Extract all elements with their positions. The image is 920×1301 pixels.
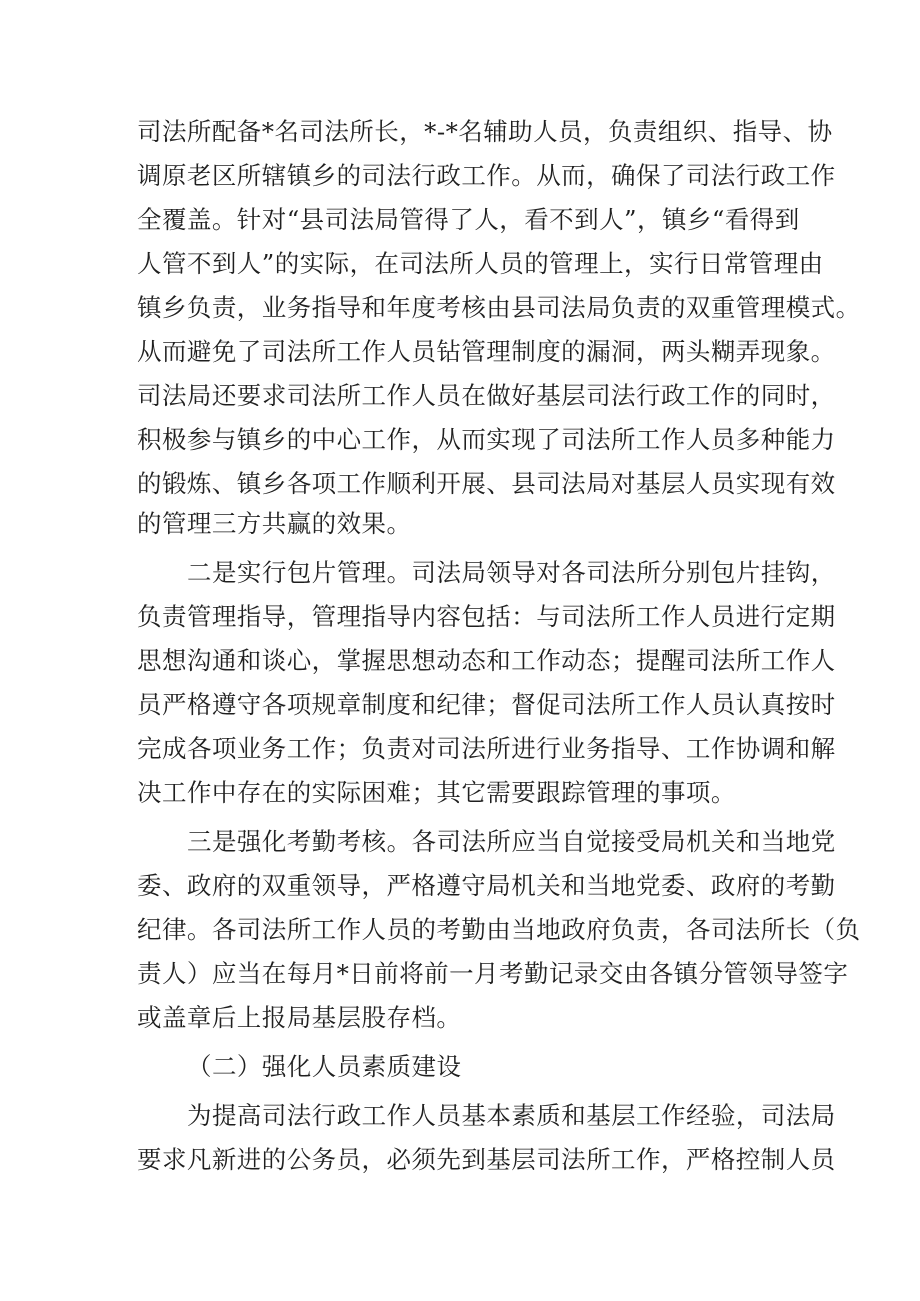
text-line: 负责管理指导，管理指导内容包括：与司法所工作人员进行定期 [137,602,836,631]
text-line: 人管不到人”的实际，在司法所人员的管理上，实行日常管理由 [137,249,824,278]
text-line: 思想沟通和谈心，掌握思想动态和工作动态；提醒司法所工作人 [137,646,836,675]
text-line: 委、政府的双重领导，严格遵守局机关和当地党委、政府的考勤 [137,871,836,900]
text-line: 司法局还要求司法所工作人员在做好基层司法行政工作的同时， [137,381,836,410]
text-line: 全覆盖。针对“县司法局管得了人，看不到人”，镇乡“看得到 [137,205,800,234]
text-line: 决工作中存在的实际困难；其它需要跟踪管理的事项。 [137,778,736,807]
text-line: 的管理三方共赢的效果。 [137,509,412,538]
text-line: 或盖章后上报局基层股存档。 [137,1003,462,1032]
paragraph-first-line: 三是强化考勤考核。各司法所应当自觉接受局机关和当地党 [187,827,836,856]
text-line: 从而避免了司法所工作人员钻管理制度的漏洞，两头糊弄现象。 [137,337,836,366]
text-line: 要求凡新进的公务员，必须先到基层司法所工作，严格控制人员 [137,1145,836,1174]
text-line: 积极参与镇乡的中心工作，从而实现了司法所工作人员多种能力 [137,425,836,454]
text-line: 的锻炼、镇乡各项工作顺利开展、县司法局对基层人员实现有效 [137,469,836,498]
text-line: 纪律。各司法所工作人员的考勤由当地政府负责，各司法所长（负 [137,915,861,944]
paragraph-first-line: 二是实行包片管理。司法局领导对各司法所分别包片挂钩， [187,558,836,587]
text-line: 司法所配备*名司法所长，*-*名辅助人员，负责组织、指导、协 [137,117,833,146]
text-line: 完成各项业务工作；负责对司法所进行业务指导、工作协调和解 [137,734,836,763]
text-line: 调原老区所辖镇乡的司法行政工作。从而，确保了司法行政工作 [137,161,836,190]
text-line: 员严格遵守各项规章制度和纪律；督促司法所工作人员认真按时 [137,690,836,719]
text-line: 责人）应当在每月*日前将前一月考勤记录交由各镇分管领导签字 [137,959,849,988]
text-line: 镇乡负责，业务指导和年度考核由县司法局负责的双重管理模式。 [137,293,861,322]
paragraph-first-line: 为提高司法行政工作人员基本素质和基层工作经验，司法局 [187,1101,836,1130]
section-heading: （二）强化人员素质建设 [187,1052,462,1081]
